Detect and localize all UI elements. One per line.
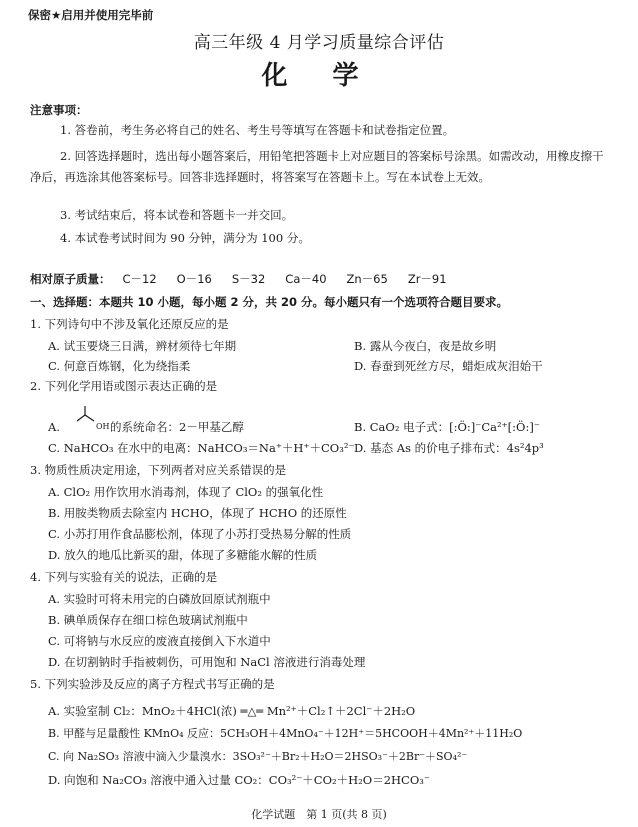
question-1-option-b: B. 露从今夜白，夜是故乡明	[354, 339, 497, 353]
question-3-option-a: A. ClO₂ 用作饮用水消毒剂，体现了 ClO₂ 的强氧化性	[48, 485, 324, 499]
question-1-option-c: C. 何意百炼钢，化为绕指柔	[48, 359, 191, 373]
atomic-mass-line	[30, 272, 447, 287]
question-1-option-d: D. 春蚕到死丝方尽，蜡炬成灰泪始干	[354, 359, 543, 373]
question-4-option-a: A. 实验时可将未用完的白磷放回原试剂瓶中	[48, 592, 271, 606]
question-2-option-c: C. NaHCO₃ 在水中的电离：NaHCO₃＝Na⁺＋H⁺＋CO₃²⁻	[48, 441, 355, 455]
section-title: 一、选择题：本题共 10 小题，每小题 2 分，共 20 分。每小题只有一个选项符合题目要求。	[30, 295, 509, 309]
question-1-option-a: A. 试玉要烧三日满，辨材须待七年期	[48, 339, 237, 353]
question-4-stem: 4. 下列与实验有关的说法，正确的是	[30, 570, 218, 584]
notice-item-2: 2. 回答选择题时，选出每小题答案后，用铅笔把答题卡上对应题目的答案标号涂黑。如需改动，用橡皮擦干净后，再选涂其他答案标号。回答非选择题时，将答案写在答题卡上。写在本试卷上无效。	[30, 149, 604, 184]
question-2-option-a-prefix: A.	[48, 420, 60, 434]
question-2-stem: 2. 下列化学用语或图示表达正确的是	[30, 379, 218, 393]
confidential-label: 保密★启用并使用完毕前	[28, 8, 154, 22]
question-2-option-a: 的系统命名：2－甲基乙醇	[110, 420, 244, 434]
atomic-mass-value: S－32	[231, 272, 266, 286]
notice-item-4: 4. 本试卷考试时间为 90 分钟，满分为 100 分。	[60, 231, 310, 245]
page-footer: 化学试题 第 1 页(共 8 页)	[251, 808, 387, 821]
atomic-mass-value: Ca－40	[285, 272, 327, 286]
question-1-stem: 1. 下列诗句中不涉及氧化还原反应的是	[30, 317, 229, 331]
oh-label: OH	[96, 422, 110, 431]
question-5-stem: 5. 下列实验涉及反应的离子方程式书写正确的是	[30, 677, 275, 691]
question-3-option-d: D. 放久的地瓜比新买的甜，体现了多糖能水解的性质	[48, 548, 318, 562]
notice-item-3: 3. 考试结束后，将本试卷和答题卡一并交回。	[60, 208, 294, 222]
atomic-mass-value: Zr－91	[407, 272, 447, 286]
question-2-option-d: D. 基态 As 的价电子排布式：4s²4p³	[354, 441, 544, 455]
question-3-stem: 3. 物质性质决定用途，下列两者对应关系错误的是	[30, 463, 287, 477]
question-4-option-c: C. 可将钠与水反应的废液直接倒入下水道中	[48, 634, 271, 648]
molecule-structure-icon	[74, 404, 96, 428]
question-4-option-b: B. 碘单质保存在细口棕色玻璃试剂瓶中	[48, 613, 248, 627]
question-5-option-c: C. 向 Na₂SO₃ 溶液中滴入少量溴水：3SO₃²⁻＋Br₂＋H₂O＝2HSO₃⁻＋2Br⁻＋SO₄²⁻	[48, 750, 468, 763]
atomic-mass-value: Zn－65	[346, 272, 388, 286]
question-5-option-a: A. 实验室制 Cl₂：MnO₂＋4HCl(浓) ═△═ Mn²⁺＋Cl₂↑＋2Cl⁻＋2H₂O	[48, 704, 416, 718]
question-2-option-b: B. CaO₂ 电子式：[:Ö:]⁻Ca²⁺[:Ö:]⁻	[354, 420, 540, 434]
exam-title: 高三年级 4 月学习质量综合评估	[193, 33, 445, 53]
question-3-option-b: B. 用胺类物质去除室内 HCHO，体现了 HCHO 的还原性	[48, 506, 347, 520]
question-3-option-c: C. 小苏打用作食品膨松剂，体现了小苏打受热易分解的性质	[48, 527, 352, 541]
atomic-mass-value: O－16	[176, 272, 212, 286]
question-5-option-d: D. 向饱和 Na₂CO₃ 溶液中通入过量 CO₂：CO₃²⁻＋CO₂＋H₂O＝2HCO₃⁻	[48, 773, 430, 787]
subject-title: 化 学	[261, 61, 377, 91]
notice-heading: 注意事项：	[30, 103, 88, 117]
atomic-mass-value: C－12	[122, 272, 157, 286]
atomic-mass-label: 相对原子质量：	[30, 272, 111, 286]
question-4-option-d: D. 在切割钠时手指被刺伤，可用饱和 NaCl 溶液进行消毒处理	[48, 655, 366, 669]
notice-item-1: 1. 答卷前，考生务必将自己的姓名、考生号等填写在答题卡和试卷指定位置。	[60, 123, 455, 137]
question-5-option-b: B. 甲醛与足量酸性 KMnO₄ 反应：5CH₃OH＋4MnO₄⁻＋12H⁺＝5HCOOH＋4Mn²⁺＋11H₂O	[48, 727, 523, 740]
